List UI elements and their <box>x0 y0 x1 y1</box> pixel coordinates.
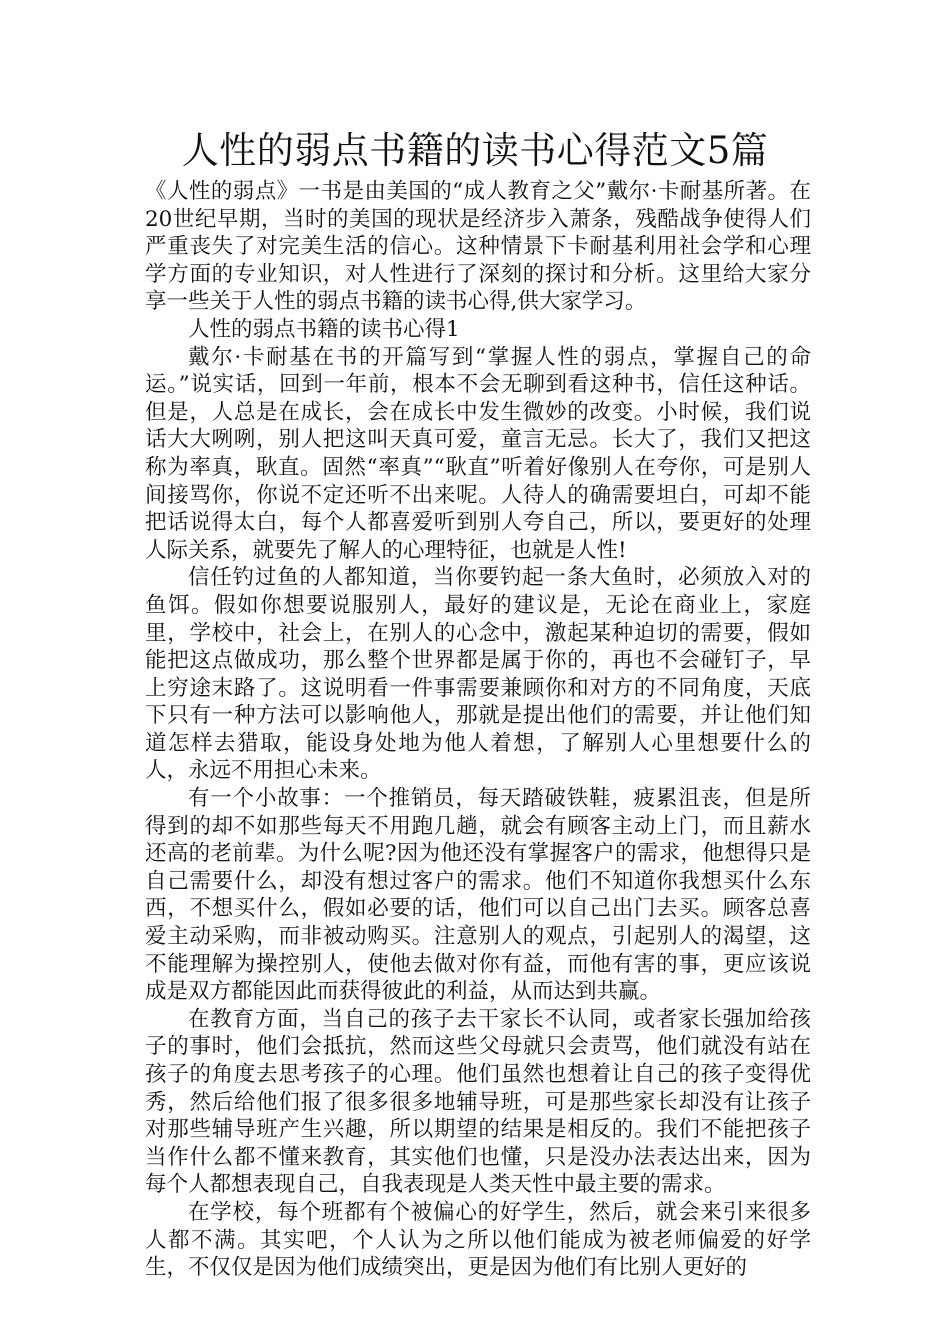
section-heading: 人性的弱点书籍的读书心得1 <box>188 316 460 342</box>
document-body <box>145 178 811 1282</box>
body-paragraph: 戴尔·卡耐基在书的开篇写到“掌握人性的弱点，掌握自己的命运。”说实话，回到一年前，根本不会无聊到看这种书，信任这种话。但是，人总是在成长，会在成长中发生微妙的改变。小时候，我们说话大大咧咧，别人把这叫天真可爱，童言无忌。长大了，我们又把这称为率真，耿直。固然“率真”“耿直”听着好像别人在夸你，可是别人间接骂你，你说不定还听不出来呢。人待人的确需要坦白，可却不能把话说得太白，每个人都喜爱听到别人夸自己，所以，要更好的处理人际关系，就要先了解人的心理特征，也就是人性! <box>145 344 811 563</box>
intro-paragraph: 《人性的弱点》一书是由美国的“成人教育之父”戴尔·卡耐基所著。在20世纪早期，当时的美国的现状是经济步入萧条，残酷战争使得人们严重丧失了对完美生活的信心。这种情景下卡耐基利用社会学和心理学方面的专业知识，对人性进行了深刻的探讨和分析。这里给大家分享一些关于人性的弱点书籍的读书心得,供大家学习。 <box>145 179 811 315</box>
body-paragraph: 在学校，每个班都有个被偏心的好学生，然后，就会来引来很多人都不满。其实吧，个人认为之所以他们能成为被老师偏爱的好学生，不仅仅是因为他们成绩突出，更是因为他们有比别人更好的 <box>145 1199 811 1281</box>
document-title: 人性的弱点书籍的读书心得范文5篇 <box>181 129 769 172</box>
body-paragraph: 有一个小故事：一个推销员，每天踏破铁鞋，疲累沮丧，但是所得到的却不如那些每天不用跑几趟，就会有顾客主动上门，而且薪水还高的老前辈。为什么呢?因为他还没有掌握客户的需求，他想得只是自己需要什么，却没有想过客户的需求。他们不知道你我想买什么东西，不想买什么，假如必要的话，他们可以自己出门去买。顾客总喜爱主动采购，而非被动购买。注意别人的观点，引起别人的渴望，这不能理解为操控别人，使他去做对你有益，而他有害的事，更应该说成是双方都能因此而获得彼此的利益，从而达到共赢。 <box>145 786 811 1005</box>
body-paragraph: 在教育方面，当自己的孩子去干家长不认同，或者家长强加给孩子的事时，他们会抵抗，然而这些父母就只会责骂，他们就没有站在孩子的角度去思考孩子的心理。他们虽然也想着让自己的孩子变得优秀，然后给他们报了很多很多地辅导班，可是那些家长却没有让孩子对那些辅导班产生兴趣，所以期望的结果是相反的。我们不能把孩子当作什么都不懂来教育，其实他们也懂，只是没办法表达出来，因为每个人都想表现自己，自我表现是人类天性中最主要的需求。 <box>145 1006 811 1198</box>
body-paragraph: 信任钓过鱼的人都知道，当你要钓起一条大鱼时，必须放入对的鱼饵。假如你想要说服别人，最好的建议是，无论在商业上，家庭里，学校中，社会上，在别人的心念中，激起某种迫切的需要，假如能把这点做成功，那么整个世界都是属于你的，再也不会碰钉子，早上穷途末路了。这说明看一件事需要兼顾你和对方的不同角度，天底下只有一种方法可以影响他人，那就是提出他们的需要，并让他们知道怎样去猎取，能设身处地为他人着想，了解别人心里想要什么的人，永远不用担心未来。 <box>145 565 811 784</box>
